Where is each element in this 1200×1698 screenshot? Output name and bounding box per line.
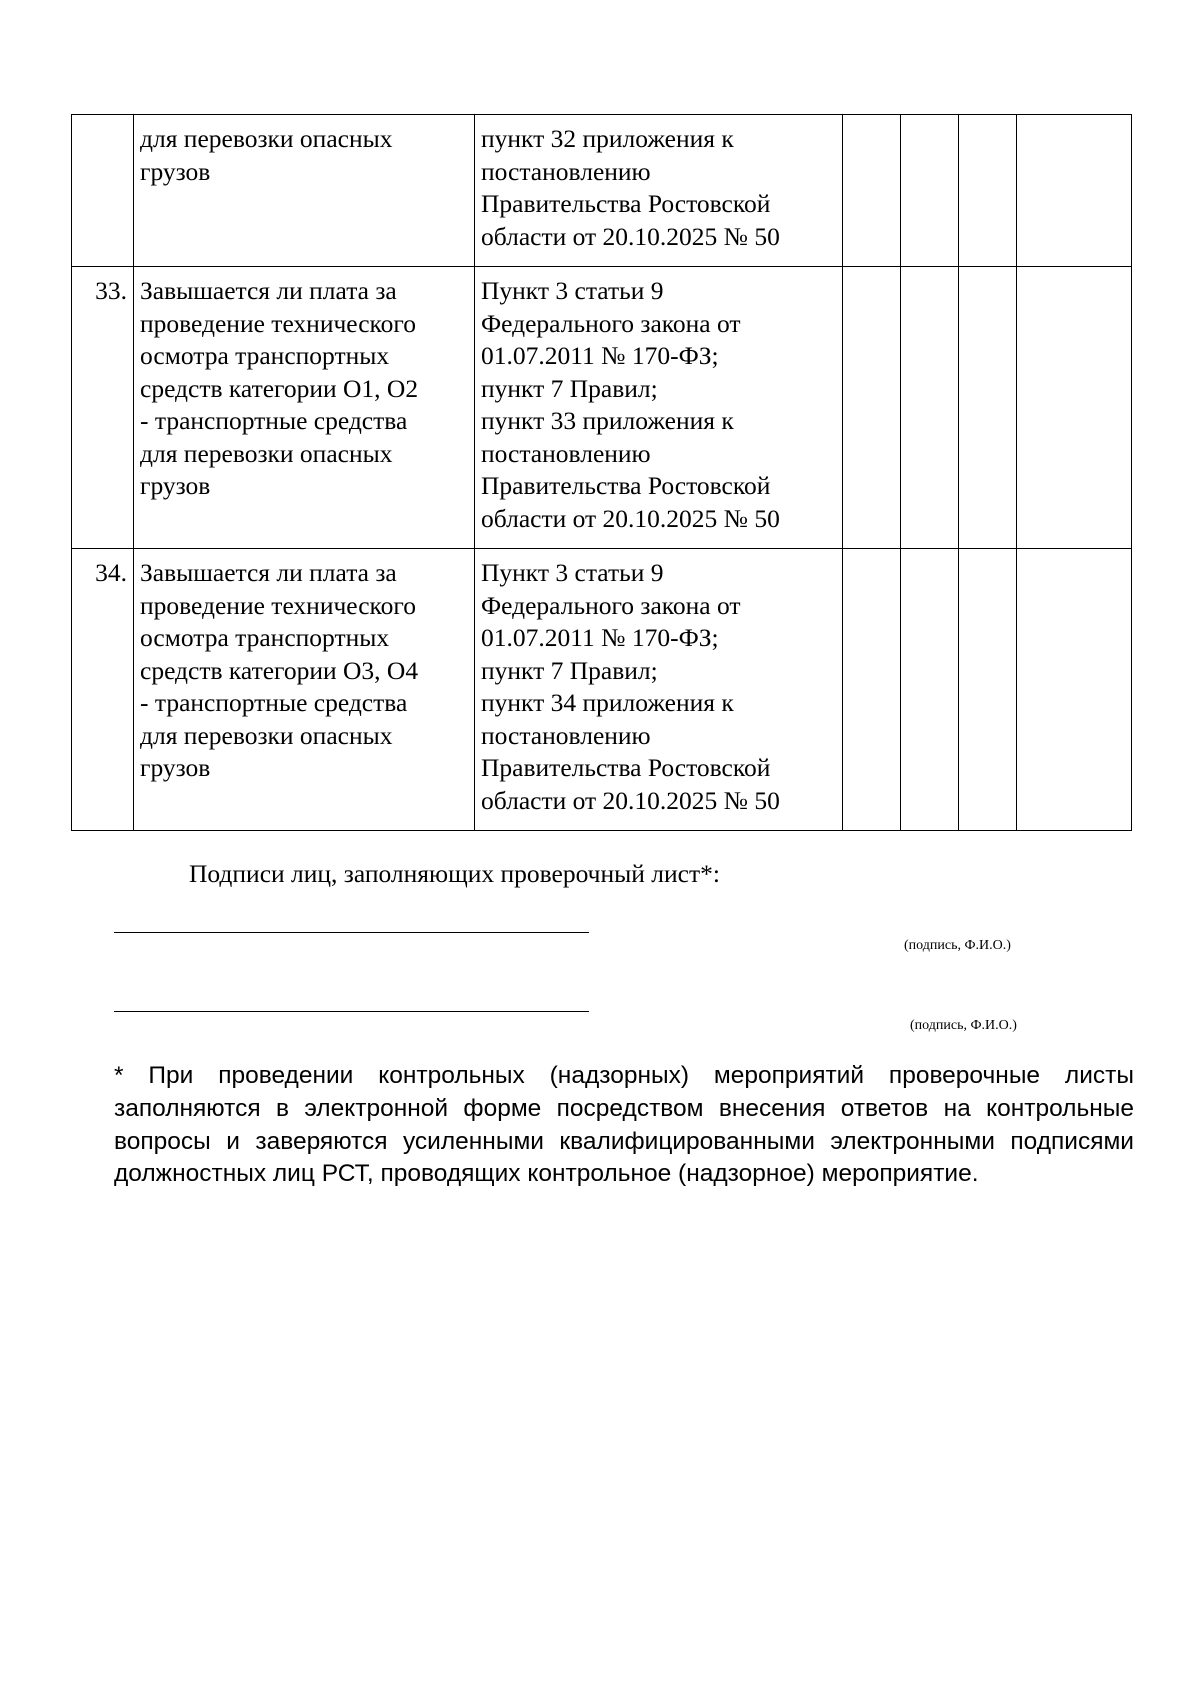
question-cell: для перевозки опасных грузов [134,115,475,267]
note-cell[interactable] [1017,267,1132,549]
answer-no-cell[interactable] [901,267,959,549]
table-row [72,549,1132,831]
legal-basis-cell: пункт 32 приложения к постановлению Правительства Ростовской области от 20.10.2025 № 50 [475,115,843,267]
answer-na-cell[interactable] [959,549,1017,831]
signature-line[interactable] [114,932,589,933]
signatures-caption: Подписи лиц, заполняющих проверочный лист*: [189,859,720,888]
checklist-table [71,114,1132,831]
answer-na-cell[interactable] [959,267,1017,549]
answer-na-cell[interactable] [959,115,1017,267]
table-row [72,115,1132,267]
answer-yes-cell[interactable] [843,549,901,831]
note-cell[interactable] [1017,115,1132,267]
signature-hint: (подпись, Ф.И.О.) [910,1018,1017,1033]
row-number: 33. [72,267,134,549]
legal-basis-cell: Пункт 3 статьи 9 Федерального закона от 01.07.2011 № 170-ФЗ; пункт 7 Правил; пункт 33 приложения к постановлению Правительства Ростовской области от 20.10.2025 № 50 [475,267,843,549]
note-cell[interactable] [1017,549,1132,831]
question-cell: Завышается ли плата за проведение технического осмотра транспортных средств категории О3, О4 - транспортные средства для перевозки опасных грузов [134,549,475,831]
answer-no-cell[interactable] [901,115,959,267]
answer-no-cell[interactable] [901,549,959,831]
row-number: 34. [72,549,134,831]
answer-yes-cell[interactable] [843,267,901,549]
signature-hint: (подпись, Ф.И.О.) [904,938,1011,953]
footnote: * При проведении контрольных (надзорных) мероприятий проверочные листы заполняются в электронной форме посредством внесения ответов на контрольные вопросы и заверяются усиленными квалифицированными электронными подписями должностных лиц РСТ, проводящих контрольное (надзорное) мероприятие. [114,1062,1134,1188]
legal-basis-cell: Пункт 3 статьи 9 Федерального закона от 01.07.2011 № 170-ФЗ; пункт 7 Правил; пункт 34 приложения к постановлению Правительства Ростовской области от 20.10.2025 № 50 [475,549,843,831]
row-number [72,115,134,267]
question-cell: Завышается ли плата за проведение технического осмотра транспортных средств категории О1, О2 - транспортные средства для перевозки опасных грузов [134,267,475,549]
answer-yes-cell[interactable] [843,115,901,267]
signature-line[interactable] [114,1011,589,1012]
table-row [72,267,1132,549]
